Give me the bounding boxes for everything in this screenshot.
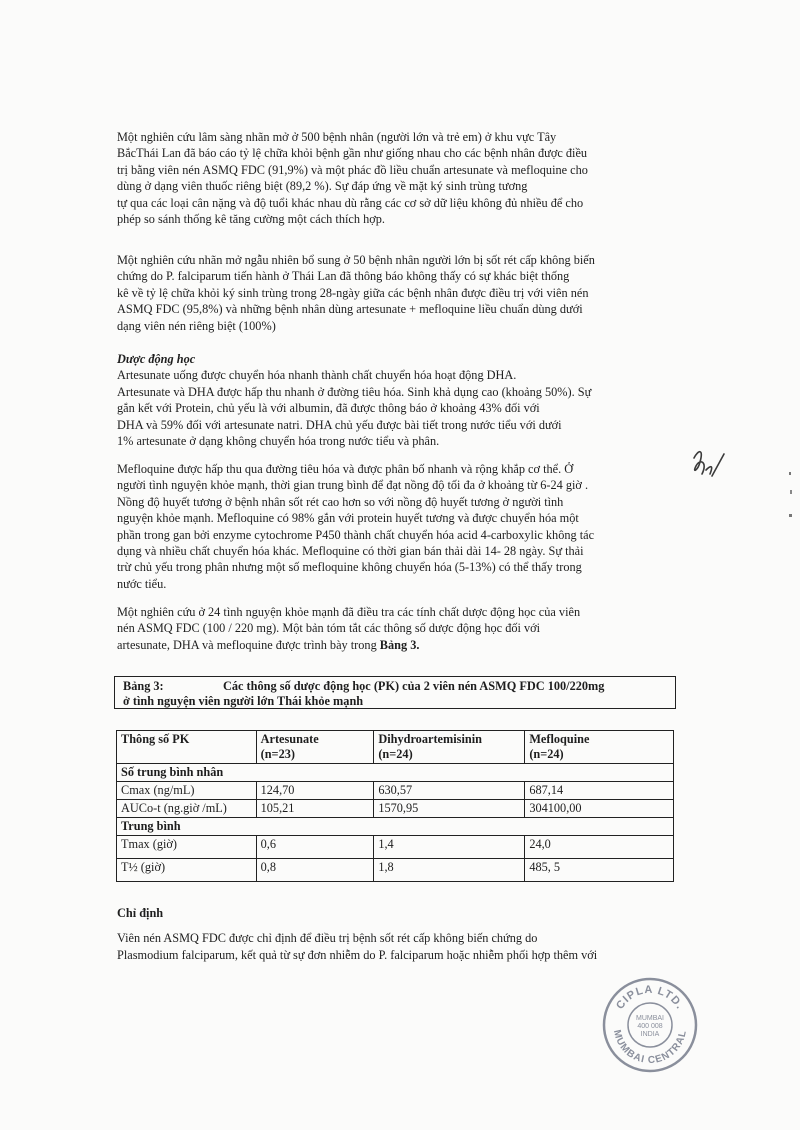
table-caption-title: Các thông số dược động học (PK) của 2 viên nén ASMQ FDC 100/220mg — [223, 679, 605, 693]
table-section-row: Trung bình — [117, 818, 674, 836]
paragraph-clinical-study-2: Một nghiên cứu nhãn mở ngẫu nhiên bổ sung ở 50 bệnh nhân người lớn bị sốt rét cấp không biến chứng do P. falciparum tiến hành ở Thái Lan đã thông báo không thấy có sự khác biệt thống kê về tỷ lệ chữa khỏi ký sinh trùng trong 28-ngày giữa các bệnh nhân được điều trị với viên nén ASMQ FDC (95,8%) và những bệnh nhân dùng artesunate + mefloquine liều chuẩn dùng dưới dạng viên nén riêng biệt (100%) — [117, 253, 595, 333]
table-row: Tmax (giờ) 0,6 1,4 24,0 — [117, 836, 674, 859]
header-dihydroartemisinin: Dihydroartemisinin (n=24) — [374, 731, 525, 764]
svg-text:400 008: 400 008 — [637, 1023, 663, 1030]
paragraph-clinical-study-1: Một nghiên cứu lâm sàng nhãn mở ở 500 bệnh nhân (người lớn và trẻ em) ở khu vực Tây BắcThái Lan đã báo cáo tỷ lệ chữa khỏi bệnh gần như giống nhau cho các bệnh nhân được điều trị bằng viên nén ASMQ FDC (91,9%) và một phác đồ liều chuẩn artesunate và mefloquine cho dùng ở dạng viên thuốc riêng biệt (89,2 %). Sự đáp ứng về mặt ký sinh trùng tương tự qua các loại cân nặng và độ tuổi khác nhau dù rằng các cơ sở dữ liệu không đủ nhiều để cho phép so sánh thống kê tăng cường một cách thích hợp. — [117, 130, 588, 227]
header-artesunate: Artesunate (n=23) — [256, 731, 374, 764]
table-row: AUCo-t (ng.giờ /mL) 105,21 1570,95 304100,00 — [117, 800, 674, 818]
table-caption — [114, 676, 676, 709]
signature-mark — [680, 440, 730, 490]
svg-text:CIPLA LTD.: CIPLA LTD. — [614, 983, 687, 1012]
scan-edge-mark — [788, 470, 794, 530]
table-caption-subtitle: ở tình nguyện viên người lớn Thái khỏe mạnh — [123, 694, 364, 708]
table-row: T½ (giờ) 0,8 1,8 485, 5 — [117, 859, 674, 882]
table-row: Cmax (ng/mL) 124,70 630,57 687,14 — [117, 782, 674, 800]
company-stamp — [600, 975, 700, 1075]
header-mefloquine: Mefloquine (n=24) — [525, 731, 674, 764]
svg-text:MUMBAI: MUMBAI — [636, 1015, 664, 1022]
table-header-row — [117, 731, 674, 764]
paragraph-volunteer-study: Một nghiên cứu ở 24 tình nguyện khỏe mạnh đã điều tra các tính chất dược động học của viên nén ASMQ FDC (100 / 220 mg). Một bản tóm tắt các thông số dược động học đối với artesunate, DHA và mefloquine được trình bày trong Bảng 3. — [117, 605, 581, 652]
header-parameter: Thông số PK — [117, 731, 257, 764]
section-indication: Chỉ định Viên nén ASMQ FDC được chỉ định để điều trị bệnh sốt rét cấp không biến chứng do Plasmodium falciparum, kết quả từ sự đơn nhiễm do P. falciparum hoặc nhiễm phối hợp thêm với — [117, 905, 677, 963]
table-section-row: Số trung bình nhân — [117, 764, 674, 782]
svg-text:INDIA: INDIA — [640, 1031, 660, 1038]
pharmacokinetics-heading: Dược động học — [117, 352, 196, 366]
indication-heading: Chỉ định — [117, 906, 164, 920]
paragraph-mefloquine: Mefloquine được hấp thu qua đường tiêu hóa và được phân bố nhanh và rộng khắp cơ thể. Ở người tình nguyện khỏe mạnh, thời gian trung bình để đạt nồng độ tối đa ở khoảng từ 6-24 giờ . Nồng độ huyết tương ở bệnh nhân sốt rét cao hơn so với nồng độ huyết tương ở người tình nguyện khỏe mạnh. Mefloquine có 98% gắn với protein huyết tương và được chuyển hóa một phần trong gan bởi enzyme cytochrome P450 thành chất chuyển hóa acid 4-carboxylic không tác dụng và nhiều chất chuyển hóa khác. Mefloquine có thời gian bán thải dài 14- 28 ngày. Sự thải trừ chủ yếu trong phân nhưng một số mefloquine không chuyển hóa (5-13%) có thể thấy trong nước tiểu. — [117, 462, 595, 591]
table-reference: Bảng 3. — [379, 637, 420, 652]
pk-parameters-table — [116, 730, 674, 882]
table-caption-label: Bảng 3: — [123, 679, 164, 693]
section-pharmacokinetics: Dược động học Artesunate uống được chuyển hóa nhanh thành chất chuyển hóa hoạt động DHA. Artesunate và DHA được hấp thu nhanh ở đường tiêu hóa. Sinh khả dụng cao (khoảng 50%). Sự gắn kết với Protein, chủ yếu là với albumin, đã được thông báo ở khoảng 43% đối với DHA và 59% đối với artesunate natri. DHA chủ yếu được bài tiết trong nước tiểu với dưới 1% artesunate ở dạng không chuyển hóa trong nước tiểu và phân. — [117, 351, 677, 449]
svg-text:MUMBAI CENTRAL: MUMBAI CENTRAL — [610, 1028, 689, 1067]
